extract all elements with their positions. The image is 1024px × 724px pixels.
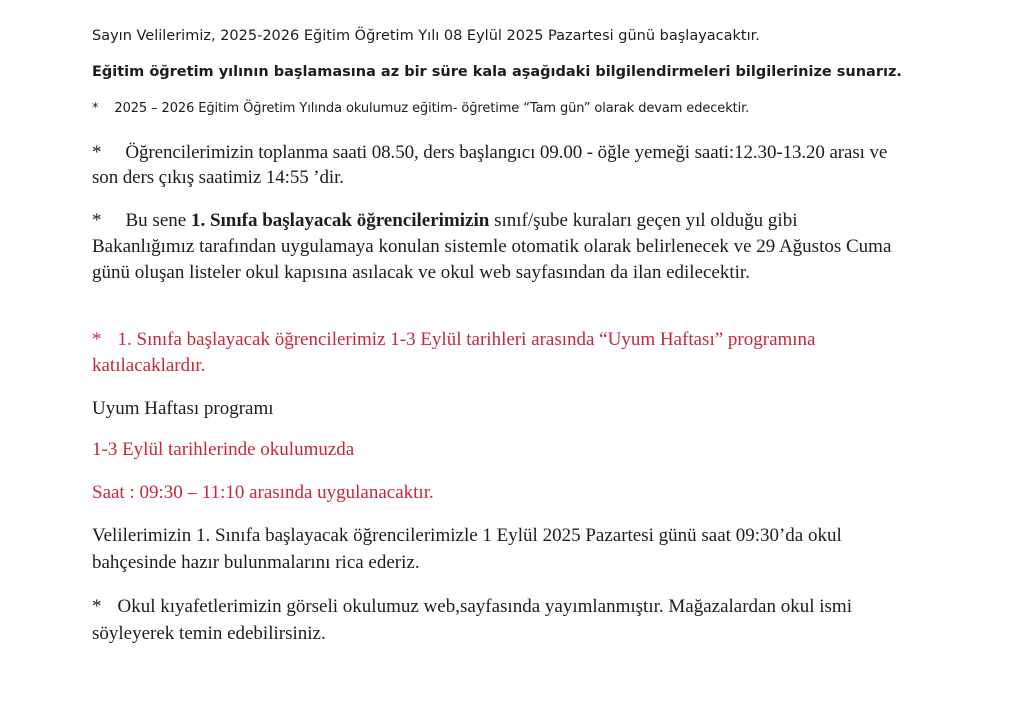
bullet-class-assignment [92,208,892,286]
bullet-marker: * [92,596,102,617]
class-prefix-text: Bu sene [125,210,191,231]
bullet-marker: * [92,142,102,163]
program-dates: 1-3 Eylül tarihlerinde okulumuzda [92,439,355,460]
bullet-fullday [92,101,749,116]
bullet-marker: * [92,101,99,116]
orientation-text: 1. Sınıfa başlayacak öğrencilerimiz 1-3 Eylül tarihleri arasında “Uyum Haftası” programına katılacaklardır. [92,329,816,376]
bullet-schedule-text: Öğrencilerimizin toplanma saati 08.50, ders başlangıcı 09.00 - öğle yemeği saati:12.30-13.20 arası ve son ders çıkış saatimiz 14:55 ’dir. [92,142,888,188]
bullet-marker: * [92,210,102,231]
bullet-uniform [92,593,892,647]
uniform-text: Okul kıyafetlerimizin görseli okulumuz web,sayfasında yayımlanmıştır. Mağazalardan okul ismi söyleyerek temin edebilirsiniz. [92,596,852,644]
class-bold-text: 1. Sınıfa başlayacak öğrencilerimizin [190,210,490,231]
intro-bold-line: Eğitim öğretim yılının başlamasına az bir süre kala aşağıdaki bilgilendirmeleri bilgilerinize sunarız. [92,64,902,80]
bullet-marker: * [92,329,102,350]
bullet-schedule [92,140,892,190]
program-heading: Uyum Haftası programı [92,398,274,419]
bullet-orientation-week [92,327,892,379]
program-time: Saat : 09:30 – 11:10 arasında uygulanacaktır. [92,482,434,503]
greeting-line: Sayın Velilerimiz, 2025-2026 Eğitim Öğretim Yılı 08 Eylül 2025 Pazartesi günü başlayacaktır. [92,28,760,44]
parents-note: Velilerimizin 1. Sınıfa başlayacak öğrencilerimizle 1 Eylül 2025 Pazartesi günü saat 09:30’da okul bahçesinde hazır bulunmalarını rica ederiz. [92,525,842,573]
bullet-fullday-text: 2025 – 2026 Eğitim Öğretim Yılında okulumuz eğitim- öğretime “Tam gün” olarak devam edecektir. [114,101,750,116]
class-rest-text: sınıf/şube kuraları geçen yıl olduğu gibi Bakanlığımız tarafından uygulamaya konulan sistemle otomatik olarak belirlenecek ve 29 Ağustos Cuma günü oluşan listeler okul kapısına asılacak ve okul web sayfasından da ilan edilecektir. [92,210,892,283]
